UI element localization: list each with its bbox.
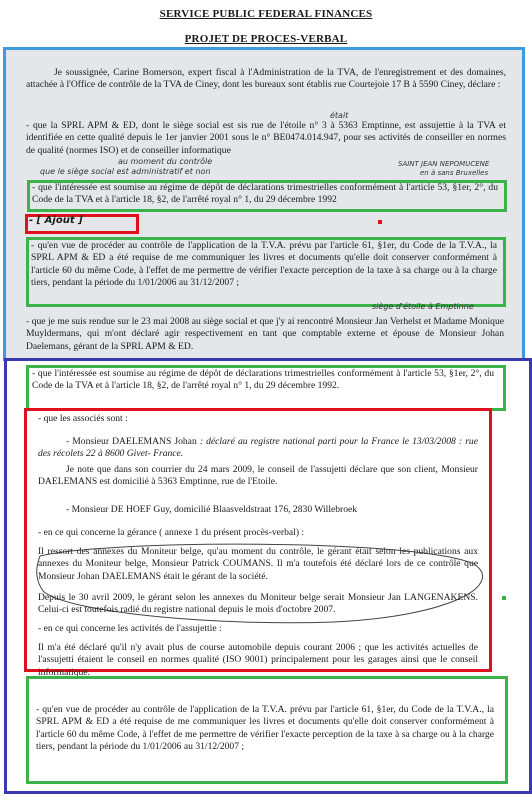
page2-daelemans-note: : déclaré au registre national parti pour la France le 13/03/2008 : rue des récolets 22 à 8600 Givet- France. [38,436,478,460]
marker-pin [378,220,382,224]
handwritten-bruxelles: en à sans Bruxelles [420,169,489,177]
page1-soumise: - que l'intéressée est soumise au régime de dépôt de déclarations trimestrielles conformément à l'article 53, §1er, 2°, du Code de la TVA et à l'article 18, §2, de l'arrêté royal n° 1, du 29 décembre 1992 [32,182,498,206]
handwritten-siege-note: que le siège social est administratif et non [40,167,211,176]
handwritten-moment-controle: au moment du contrôle [118,157,213,166]
page2-note: Je note que dans son courrier du 24 mars 2009, le conseil de l'assujetti déclare que son client, Monsieur DAELEMANS est domicilié à 5363 Emptinne, rue de l'Etoile. [38,464,478,488]
handwritten-saint-jean: SAINT JEAN NEPOMUCENE [398,160,490,168]
page2-activites: Il m'a été déclaré qu'il n'y avait plus de course automobile depuis courant 2006 ; que les activités actuelles de l'assujetti étaient le conseil en normes qualité (ISO 9001) principalement pour les garages ainsi que le conseil informatique. [38,642,478,678]
page2-activites-heading: - en ce qui concerne les activités de l'assujettie : [38,623,222,634]
page2-gerance-text-2: Depuis le 30 avril 2009, le gérant selon les annexes du Moniteur belge serait Monsieur Jan LANGENAKENS. Celui-ci est toutefois radié du registre national depuis le mois d'octobre 2007. [38,592,478,616]
page2-gerance-heading: - en ce qui concerne la gérance ( annexe 1 du présent procès-verbal) : [38,527,305,538]
marker-pin-green [502,596,506,600]
page1-controle: - qu'en vue de procéder au contrôle de l'application de la T.V.A. prévu par l'article 61, §1er, du Code de la T.V.A., la SPRL APM & ED a été requise de me communiquer les livres et documents qu'elle doit conserver conformément à l'article 60 du même Code, à l'effet de me permettre de vérifier l'exacte perception de la taxe à sa charge ou à la charge tiers, pendant la période du 1/01/2006 au 31/12/2007 ; [31,240,497,289]
page2-gerance-text-1: Il ressort des annexes du Moniteur belge, qu'au moment du contrôle, le gérant était selon les publications aux annexes du Moniteur belge, Monsieur Patrick COUMANS. Il m'a toutefois été déclaré lors de ce contrôle que Monsieur Johan DAELEMANS était le gérant de la société. [38,546,478,582]
page2-daelemans-name: - Monsieur DAELEMANS Johan [66,436,197,447]
document-subtitle: PROJET DE PROCES-VERBAL [184,33,348,45]
page1-ajout-label: - [ Ajout ] [29,215,83,226]
handwritten-etait: était [330,111,349,120]
page2-soumise: - que l'intéressée est soumise au régime de dépôt de déclarations trimestrielles conformément à l'article 53, §1er, 2°, du Code de la TVA et à l'article 18, §2, de l'arrêté royal n° 1, du 29 décembre 1992. [32,368,494,392]
document-title: SERVICE PUBLIC FEDERAL FINANCES [159,8,373,20]
page1-sprl: - que la SPRL APM & ED, dont le siège social est sis rue de l'étoile n° 3 à 5363 Emptinne, est assujettie à la TVA et identifiée en cette qualité depuis le 1er janvier 2001 sous le n° BE0474.014.947, pour ses activités de conseiller en normes de qualité (normes ISO) et de conseiller informatique [26,120,506,156]
page1-intro: Je soussignée, Carine Bomerson, expert fiscal à l'Administration de la TVA, de l'enregistrement et des domaines, attachée à l'Office de contrôle de la TVA de Ciney, dont les bureaux sont établis rue Courtejoie 17 B à 5590 Ciney, déclare : [26,67,506,91]
page2-dehoef: - Monsieur DE HOEF Guy, domicilié Blaasveldstraat 176, 2830 Willebroek [66,504,358,515]
page1-rendue: - que je me suis rendue sur le 23 mai 2008 au siège social et que j'y ai rencontré Monsieur Jan Verhelst et Madame Monique Muyldermans, qui m'ont déclaré agir respectivement en tant que comptable externe et épouse de Monsieur Johan Daelemans, gérant de la SPRL APM & ED. [26,316,504,352]
page2-daelemans [38,436,478,461]
page2-associes: - que les associés sont : [38,413,128,424]
page2-controle: - qu'en vue de procéder au contrôle de l'application de la T.V.A. prévu par l'article 61, §1er, du Code de la T.V.A., la SPRL APM & ED a été requise de me communiquer les livres et documents qu'elle doit conserver conformément à l'article 60 du même Code, à l'effet de me permettre de vérifier l'exacte perception de la taxe à sa charge ou à la charge tiers, pendant la période du 1/01/2006 au 31/12/2007 ; [36,704,494,753]
handwritten-emptinne: siège d'étoile à Emptinne [372,302,474,311]
